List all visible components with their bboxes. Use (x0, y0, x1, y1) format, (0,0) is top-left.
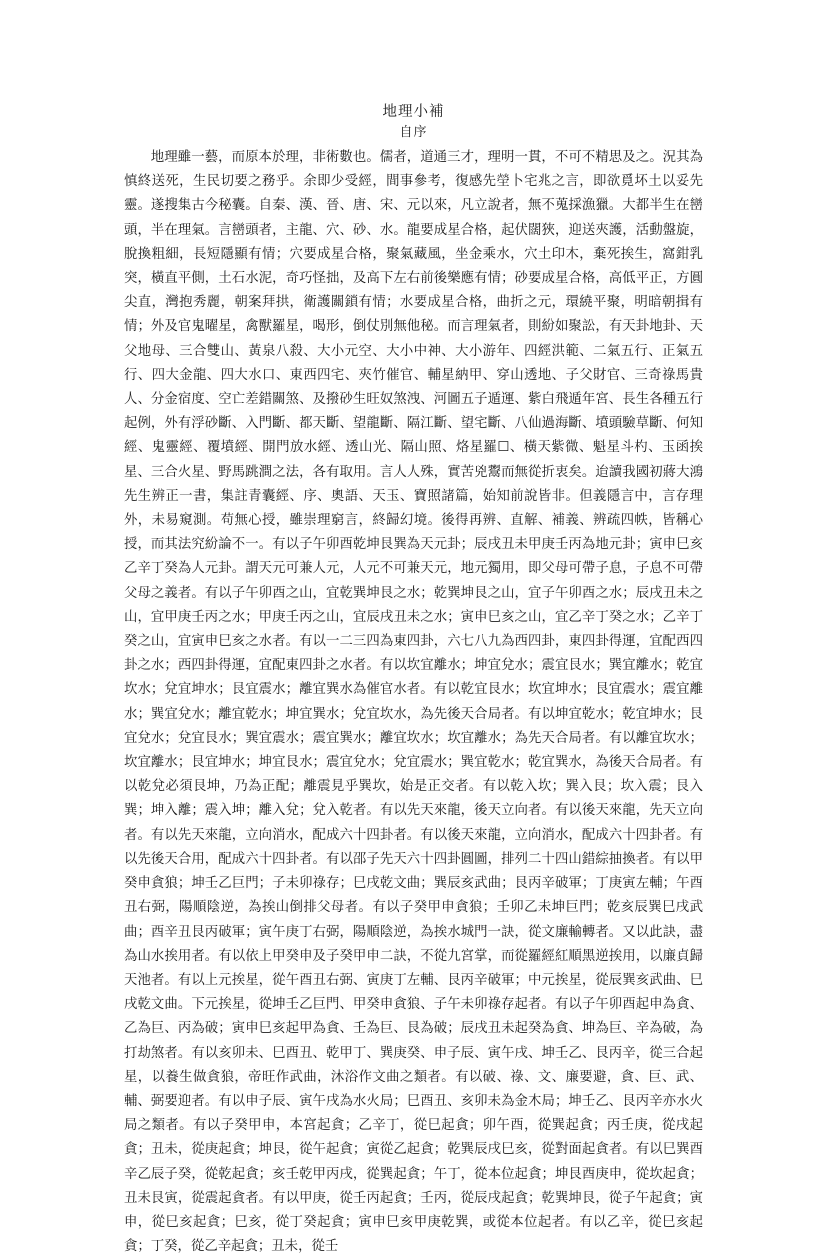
section-subtitle: 自序 (399, 125, 428, 140)
body-text: 地理雖一藝，而原本於理，非術數也。儒者，道通三才，理明一貫，不可不精思及之。況其為慎終送死，生民切要之務乎。余即少受經，間事參考，復感先塋卜宅兆之言，即欲覓坏土以妥先靈。遂搜集古今秘囊。自秦、漢、晉、唐、宋、元以來，凡立說者，無不蒐採漁獵。大都半生在巒頭，半在理氣。言巒頭者，主龍、穴、砂、水。龍要成星合格，起伏闊狹，迎送夾護，活動盤旋，脫換粗細，長短隱顯有情；穴要成星合格，聚氣藏風，坐金乘水，穴土印木，棄死挨生，窩鉗乳突，橫直平側，土石水泥，奇巧怪拙，及高下左右前後樂應有情；砂要成星合格，高低平正，方圓尖直，灣抱秀麗，朝案拜拱，衛護關鎖有情；水要成星合格，曲折之元，環繞平聚，明暗朝揖有情；外及官鬼曜星，禽獸羅星，喝形，倒仗別無他秘。而言理氣者，則紛如聚訟，有天卦地卦、天父地母、三合雙山、黃泉八殺、大小元空、大小中神、大小游年、四經洪範、二氣五行、正氣五行、四大金龍、四大水口、東西四宅、夾竹催官、輔星納甲、穿山透地、子父財官、三奇祿馬貴人、分金宿度、空亡差錯關煞、及撥砂生旺奴煞洩、河圖五子遁運、紫白飛遁年宮、長生各種五行起例，外有浮砂斷、入門斷、都天斷、望龍斷、隔江斷、望宅斷、八仙過海斷、墳頭驗草斷、何知經、鬼靈經、覆墳經、開門放水經、透山光、隔山照、烙星羅☐、橫天紫微、魁星斗杓、玉函挨星、三合火星、野馬跳澗之法，各有取用。言人人殊，實苦兇鬻而無從折衷矣。迨讀我國初蔣大鴻先生辨正一書，集註青囊經、序、奧語、天玉、寶照諸篇，始知前說皆非。但義隱言中，言存理外，未易窺測。苟無心授，雖崇理窮言，終歸幻境。後得再辨、直解、補義、辨疏四帙，皆稱心授，而其法究紛論不一。有以子午卯酉乾坤艮巽為天元卦；辰戌丑未甲庚壬丙為地元卦；寅申巳亥乙辛丁癸為人元卦。謂天元可兼人元，人元不可兼天元，地元獨用，即父母可帶子息，子息不可帶父母之義者。有以子午卯酉之山，宜乾巽坤艮之水；乾巽坤艮之山，宜子午卯酉之水；辰戌丑未之山，宜甲庚壬丙之水；甲庚壬丙之山，宜辰戌丑未之水；寅申巳亥之山，宜乙辛丁癸之水；乙辛丁癸之山，宜寅申巳亥之水者。有以一二三四為東四卦，六七八九為西四卦，東四卦得運，宜配西四卦之水；西四卦得運，宜配東四卦之水者。有以坎宜離水；坤宜兌水；震宜艮水；巽宜離水；乾宜坎水；兌宜坤水；艮宜震水；離宜巽水為催官水者。有以乾宜艮水；坎宜坤水；艮宜震水；震宜離水；巽宜兌水；離宜乾水；坤宜巽水；兌宜坎水，為先後天合局者。有以坤宜乾水；乾宜坤水；艮宜兌水；兌宜艮水；巽宜震水；震宜巽水；離宜坎水；坎宜離水；為先天合局者。有以離宜坎水；坎宜離水；艮宜坤水；坤宜艮水；震宜兌水；兌宜震水；巽宜乾水；乾宜巽水，為後天合局者。有以乾兌必須艮坤，乃為正配；離震見乎巽坎，始是正交者。有以乾入坎；巽入艮；坎入震；艮入巽；坤入離；震入坤；離入兌；兌入乾者。有以先天來龍，後天立向者。有以後天來龍，先天立向者。有以先天來龍，立向消水，配成六十四卦者。有以後天來龍，立向消水，配成六十四卦者。有以先後天合用，配成六十四卦者。有以邵子先天六十四卦圓圖，排列二十四山錯綜抽換者。有以甲癸申貪狼；坤壬乙巨門；子未卯祿存；巳戌乾文曲；巽辰亥武曲；艮丙辛破軍；丁庚寅左輔；午酉丑右弼，陽順陰逆，為挨山倒排父母者。有以子癸甲申貪狼；壬卯乙未坤巨門；乾亥辰巽巳戌武曲；酉辛丑艮丙破軍；寅午庚丁右弼，陽順陰逆，為挨水城門一訣，從文廉輸轉者。又以此訣，盡為山水挨用者。有以依上甲癸申及子癸甲申二訣，不從九宮掌，而從羅經紅順黑逆挨用，以廉貞歸天池者。有以上元挨星，從午酉丑右弼、寅庚丁左輔、艮丙辛破軍；中元挨星，從辰巽亥武曲、巳戌乾文曲。下元挨星，從坤壬乙巨門、甲癸申貪狼、子午未卯祿存起者。有以子午卯酉起申為貪、乙為巨、丙為破；寅申巳亥起甲為貪、壬為巨、艮為破；辰戌丑未起癸為貪、坤為巨、辛為破，為打劫煞者。有以亥卯未、巳酉丑、乾甲丁、巽庚癸、申子辰、寅午戌、坤壬乙、艮丙辛，從三合起星，以養生做貪狼，帝旺作武曲，沐浴作文曲之類者。有以破、祿、文、廉要避，貪、巨、武、輔、弼要迎者。有以申子辰、寅午戌為水火局；巳酉丑、亥卯未為金木局；坤壬乙、艮丙辛亦水火局之類者。有以子癸甲申，本宮起貪；乙辛丁，從巳起貪；卯午酉，從巽起貪；丙壬庚，從戌起貪；丑未，從庚起貪；坤艮，從午起貪；寅從乙起貪；乾巽辰戌巳亥，從對面起貪者。有以巳巽酉辛乙辰子癸，從乾起貪；亥壬乾甲丙戌，從巽起貪；午丁，從本位起貪；坤艮酉庚申，從坎起貪；丑未艮寅，從震起貪者。有以甲庚，從壬丙起貪；壬丙，從辰戌起貪；乾巽坤艮，從子午起貪；寅申，從巳亥起貪；巳亥，從丁癸起貪；寅申巳亥甲庚乾巽，或從本位起者。有以乙辛，從巳亥起貪；丁癸，從乙辛起貪；丑未，從壬 (124, 150, 703, 1255)
page-title: 地理小補 (382, 104, 445, 120)
